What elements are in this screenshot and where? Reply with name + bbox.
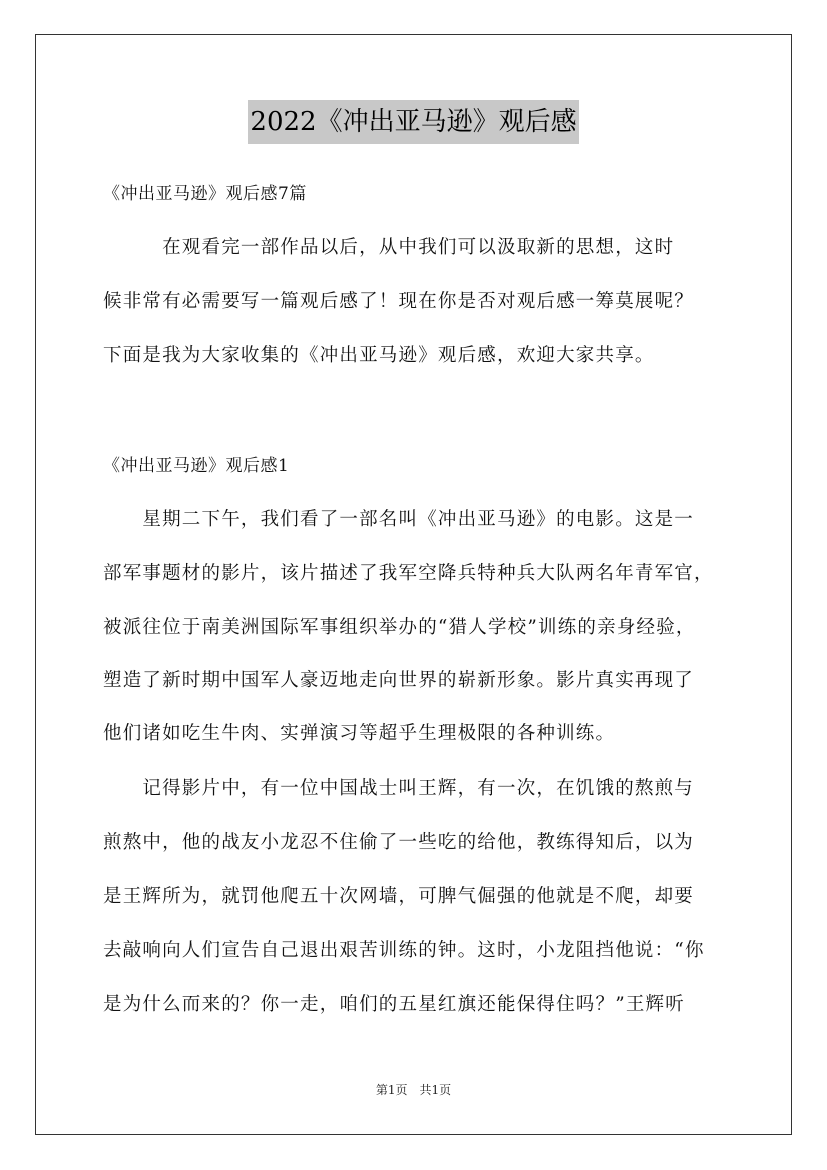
title-container bbox=[0, 100, 827, 144]
paragraph2-line: 是为什么而来的？你一走，咱们的五星红旗还能保得住吗？”王辉听 bbox=[103, 994, 685, 1015]
document-title: 2022《冲出亚马逊》观后感 bbox=[248, 100, 578, 144]
paragraph2-line: 去敲响向人们宣告自己退出艰苦训练的钟。这时，小龙阻挡他说：“你 bbox=[103, 940, 705, 961]
paragraph1-line: 星期二下午，我们看了一部名叫《冲出亚马逊》的电影。这是一 bbox=[103, 509, 695, 530]
paragraph2-line: 是王辉所为，就罚他爬五十次网墙，可脾气倔强的他就是不爬，却要 bbox=[103, 886, 695, 907]
section-heading: 《冲出亚马逊》观后感1 bbox=[103, 456, 290, 476]
intro-line: 下面是我为大家收集的《冲出亚马逊》观后感，欢迎大家共享。 bbox=[103, 345, 655, 366]
page-footer: 第1页 共1页 bbox=[375, 1083, 452, 1097]
intro-line: 在观看完一部作品以后，从中我们可以汲取新的思想，这时 bbox=[103, 237, 675, 258]
paragraph1-line: 被派往位于南美洲国际军事组织举办的“猎人学校”训练的亲身经验， bbox=[103, 617, 696, 638]
paragraph1-line: 他们诸如吃生牛肉、实弹演习等超乎生理极限的各种训练。 bbox=[103, 723, 616, 744]
intro-line: 候非常有必需要写一篇观后感了！现在你是否对观后感一筹莫展呢？ bbox=[103, 291, 695, 312]
paragraph2-line: 记得影片中，有一位中国战士叫王辉，有一次，在饥饿的熬煎与 bbox=[103, 778, 695, 799]
paragraph2-line: 煎熬中，他的战友小龙忍不住偷了一些吃的给他，教练得知后，以为 bbox=[103, 832, 695, 853]
document-subtitle: 《冲出亚马逊》观后感7篇 bbox=[103, 184, 307, 204]
paragraph1-line: 部军事题材的影片，该片描述了我军空降兵特种兵大队两名年青军官， bbox=[103, 563, 714, 584]
paragraph1-line: 塑造了新时期中国军人豪迈地走向世界的崭新形象。影片真实再现了 bbox=[103, 670, 695, 691]
